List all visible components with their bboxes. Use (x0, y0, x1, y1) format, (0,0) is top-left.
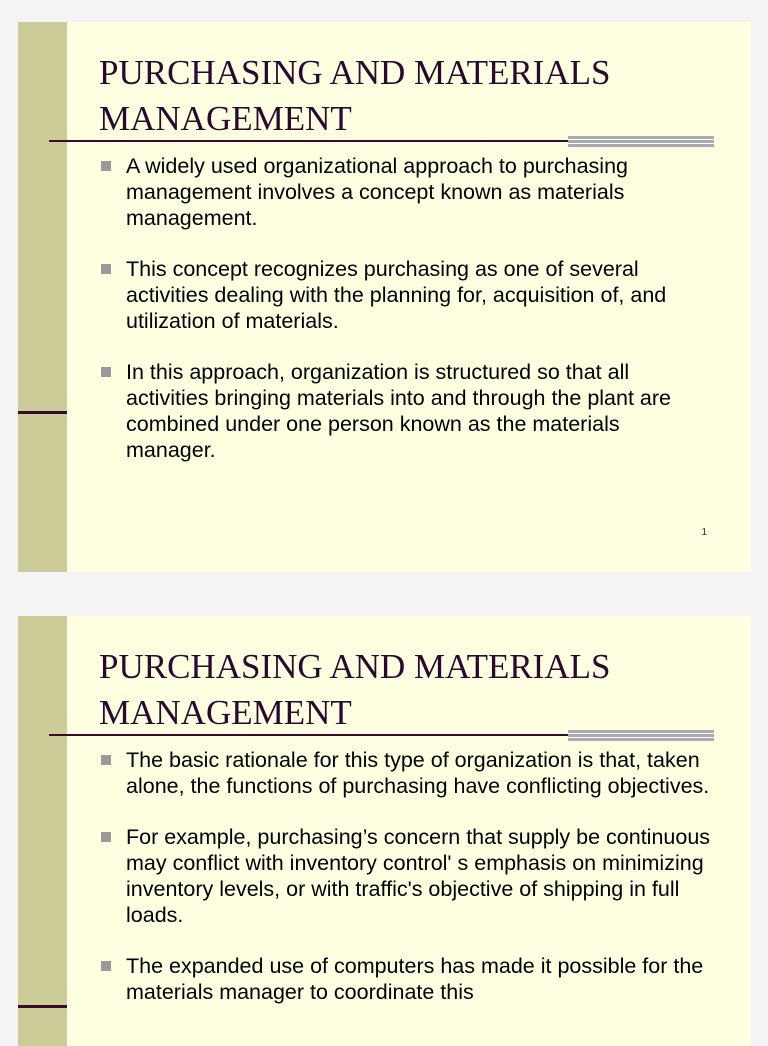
bullet-list (99, 747, 711, 1030)
slide-title (99, 50, 719, 142)
square-bullet-icon (101, 264, 111, 274)
slide-title-line-1: PURCHASING AND MATERIALS (99, 647, 611, 686)
left-decorative-bar (18, 616, 67, 1046)
title-divider-accent (568, 730, 714, 742)
bullet-item (99, 824, 711, 928)
slide-2 (18, 616, 751, 1046)
square-bullet-icon (101, 367, 111, 377)
slide-title-line-1: PURCHASING AND MATERIALS (99, 53, 611, 92)
bullet-item (99, 359, 711, 463)
bullet-item (99, 953, 711, 1005)
bullet-list (99, 153, 711, 488)
left-bar-accent-line (18, 411, 67, 414)
bullet-text: The expanded use of computers has made it possible for the materials manager to coordinate this (126, 954, 704, 1004)
slide-1 (18, 22, 751, 572)
square-bullet-icon (101, 161, 111, 171)
bullet-item (99, 153, 711, 231)
page-number: 1 (701, 527, 707, 538)
square-bullet-icon (101, 755, 111, 765)
bullet-item (99, 256, 711, 334)
square-bullet-icon (101, 832, 111, 842)
left-decorative-bar (18, 22, 67, 572)
bullet-text: The basic rationale for this type of organization is that, taken alone, the functions of purchasing have conflicting objectives. (126, 748, 710, 798)
bullet-text: This concept recognizes purchasing as one of several activities dealing with the planning for, acquisition of, and utilization of materials. (126, 257, 667, 333)
left-bar-accent-line (18, 1005, 67, 1008)
slide-title (99, 644, 719, 736)
bullet-text: For example, purchasing’s concern that supply be continuous may conflict with inventory control' s emphasis on minimizing inventory levels, or with traffic's objective of shipping in full loads. (126, 825, 711, 927)
bullet-item (99, 747, 711, 799)
bullet-text: A widely used organizational approach to purchasing management involves a concept known as materials management. (126, 154, 628, 230)
title-divider-accent (568, 136, 714, 148)
square-bullet-icon (101, 961, 111, 971)
slide-title-line-2: MANAGEMENT (99, 99, 352, 138)
bullet-text: In this approach, organization is structured so that all activities bringing materials into and through the plant are combined under one person known as the materials manager. (126, 360, 671, 462)
slide-title-line-2: MANAGEMENT (99, 693, 352, 732)
